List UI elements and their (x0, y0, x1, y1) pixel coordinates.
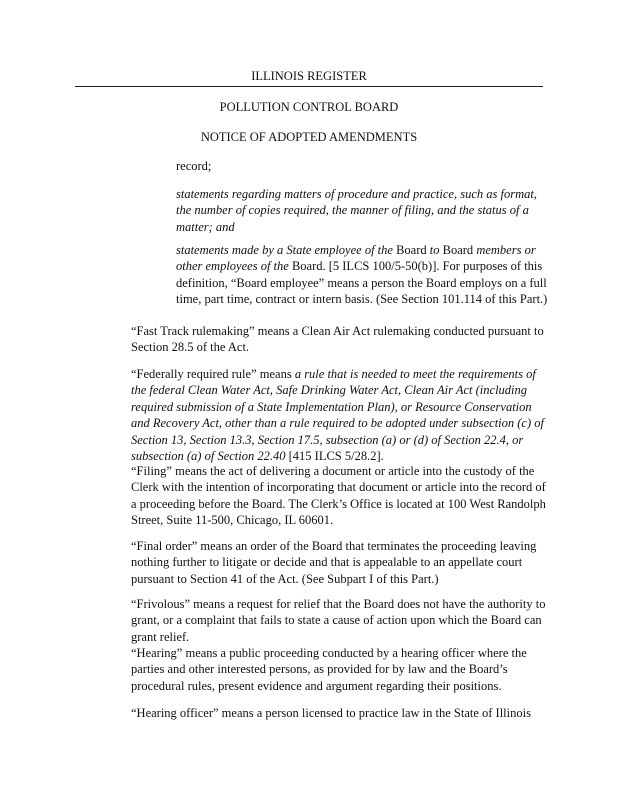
federally-required-citation: [415 ILCS 5/28.2]. (285, 449, 384, 464)
header-rule (75, 86, 543, 87)
employee-statements-italic: statements made by a State employee of the (176, 243, 393, 257)
employee-statements-rest: Board. [5 ILCS 100/5-50(b)]. For purposes of this definition, “Board employee” means a person the Board employs on a full time, part time, contract or intern basis. (See Section 101.114 of this Part.) (176, 259, 548, 307)
employee-statements-board-2: Board (439, 243, 477, 257)
employee-statements-members: members or other employees of the (176, 243, 536, 274)
frivolous-definition: “Frivolous” means a request for relief that the Board does not have the authority to grant, or a complaint that fails to state a cause of action upon which the Board can grant relief. (131, 597, 546, 644)
employee-statements-board-1: Board (392, 243, 430, 257)
record-line: record; (176, 159, 212, 173)
federally-required-definition (131, 366, 548, 464)
fast-track-definition: “Fast Track rulemaking” means a Clean Air Act rulemaking conducted pursuant to Section 28.5 of the Act. (131, 324, 544, 355)
employee-statements-to: to (429, 243, 440, 257)
register-header: ILLINOIS REGISTER (251, 69, 367, 83)
notice-title: NOTICE OF ADOPTED AMENDMENTS (200, 130, 418, 144)
board-title: POLLUTION CONTROL BOARD (219, 100, 399, 114)
final-order-definition: “Final order” means an order of the Board that terminates the proceeding leaving nothing further to litigate or decide and that is appealable to an appellate court pursuant to Section 41 of the Act. (See Subpart I of this Part.) (131, 539, 537, 586)
federally-required-italic: a rule that is needed to meet the requirements of the federal Clean Water Act, Safe Drinking Water Act, Clean Air Act (including required submission of a State Implementation Plan), or Resource Conservation and Recovery Act, other than a rule required to be adopted under subsection (c) of Section 13, Section 13.3, Section 17.5, subsection (a) or (d) of Section 22.4, or subsection (a) of Section 22.40 (131, 367, 544, 464)
hearing-officer-definition: “Hearing officer” means a person licensed to practice law in the State of Illinois (131, 706, 531, 720)
hearing-definition: “Hearing” means a public proceeding conducted by a hearing officer where the parties and other interested persons, as provided for by law and the Board’s procedural rules, present evidence and argument regarding their positions. (131, 646, 527, 693)
employee-statements-paragraph (176, 242, 548, 308)
filing-definition: “Filing” means the act of delivering a document or article into the custody of the Clerk with the intention of incorporating that document or article into the record of a proceeding before the Board. The Clerk’s Office is located at 100 West Randolph Street, Suite 11-500, Chicago, IL 60601. (131, 464, 546, 528)
procedure-statements-paragraph: statements regarding matters of procedure and practice, such as format, the number of copies required, the manner of filing, and the status of a matter; and (176, 187, 537, 234)
federally-required-term: “Federally required rule” means (131, 367, 295, 381)
